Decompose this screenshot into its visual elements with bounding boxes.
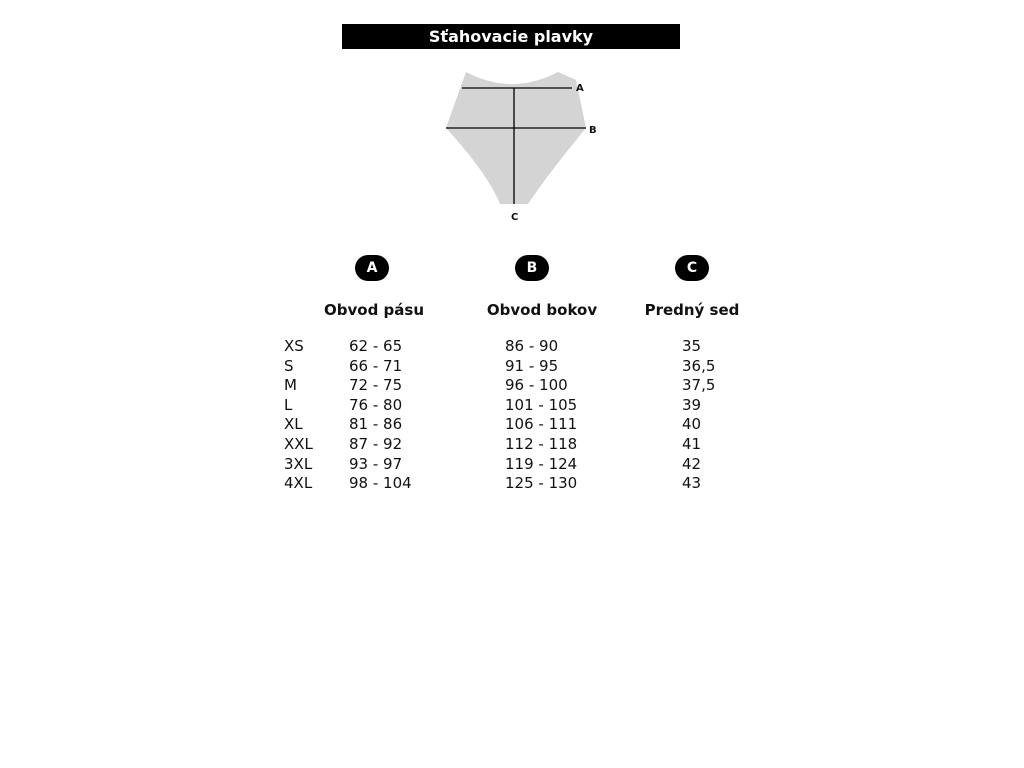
badge-b: B [515,255,549,281]
hips-cell: 119 - 124 [505,454,578,473]
waist-cell: 87 - 92 [349,434,403,453]
size-cell: 4XL [284,474,313,493]
label-a: A [576,83,584,94]
swimwear-bottom-illustration [440,66,610,226]
front-rise-cell: 39 [682,395,702,414]
front-rise-cell: 41 [682,434,702,453]
badge-c: C [675,255,709,281]
table-row [0,396,1024,416]
waist-cell: 81 - 86 [349,415,403,434]
header-hips: Obvod bokov [486,301,598,319]
hips-cell: 91 - 95 [505,356,559,375]
table-row [0,435,1024,455]
table-row [0,357,1024,377]
size-cell: XXL [284,434,313,453]
hips-cell: 112 - 118 [505,434,578,453]
hips-cell: 125 - 130 [505,474,578,493]
waist-cell: 62 - 65 [349,337,403,355]
size-cell: XL [284,415,303,434]
table-row [0,474,1024,494]
hips-cell: 96 - 100 [505,376,568,395]
front-rise-cell: 35 [682,337,702,355]
front-rise-cell: 36,5 [682,356,716,375]
table-row [0,376,1024,396]
size-cell: L [284,395,293,414]
size-cell: S [284,356,294,375]
waist-cell: 98 - 104 [349,474,412,493]
size-cell: 3XL [284,454,313,473]
waist-cell: 93 - 97 [349,454,403,473]
size-cell: XS [284,337,304,355]
hips-cell: 106 - 111 [505,415,578,434]
hips-cell: 86 - 90 [505,337,559,355]
swimwear-shape [446,72,586,204]
label-b: B [589,125,597,136]
swimwear-diagram [440,66,610,226]
front-rise-cell: 37,5 [682,376,716,395]
waist-cell: 66 - 71 [349,356,403,375]
badge-a: A [355,255,389,281]
waist-cell: 72 - 75 [349,376,403,395]
header-front-rise: Predný sed [644,301,740,319]
size-cell: M [284,376,297,395]
header-waist: Obvod pásu [324,301,424,319]
size-table [0,337,1024,494]
page-title: Sťahovacie plavky [342,24,680,49]
label-c: C [511,212,519,223]
table-row [0,455,1024,475]
hips-cell: 101 - 105 [505,395,578,414]
front-rise-cell: 43 [682,474,702,493]
table-row [0,415,1024,435]
waist-cell: 76 - 80 [349,395,403,414]
front-rise-cell: 42 [682,454,702,473]
table-row [0,337,1024,357]
front-rise-cell: 40 [682,415,702,434]
